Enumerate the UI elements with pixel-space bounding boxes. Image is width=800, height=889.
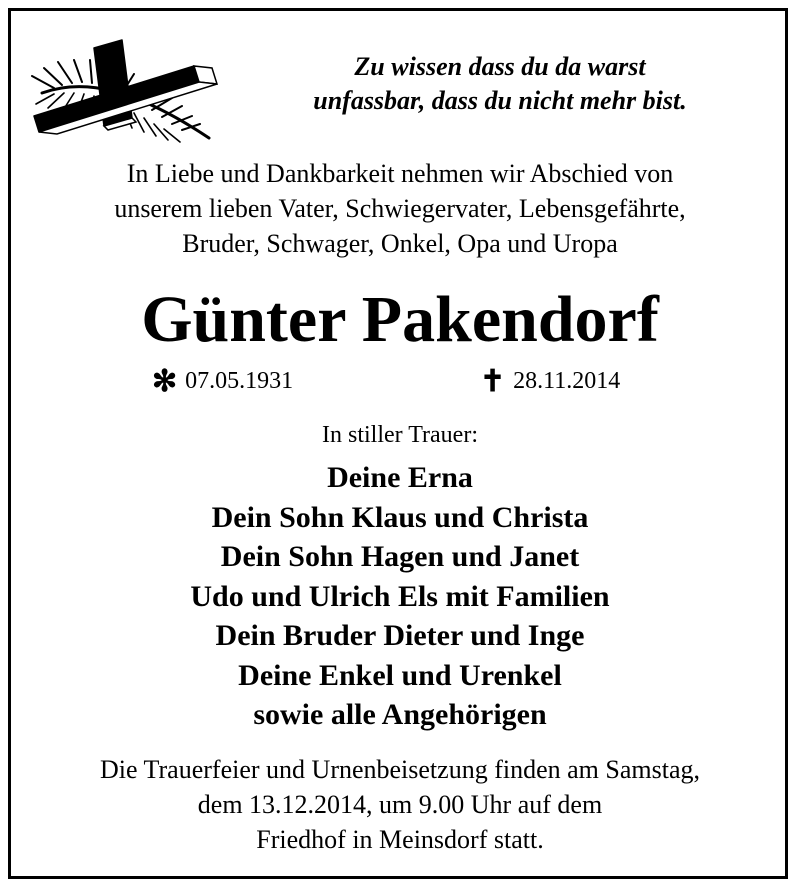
- intro-line-2: unserem lieben Vater, Schwiegervater, Lebensgefährte,: [114, 194, 686, 223]
- mourner-line: Deine Enkel und Urenkel: [238, 658, 562, 692]
- mourner-line: Dein Bruder Dieter und Inge: [215, 619, 585, 652]
- birth-date: [152, 364, 293, 399]
- death-date: [480, 364, 620, 399]
- birth-date-value: 07.05.1931: [185, 368, 294, 394]
- cross-with-palm-frond-icon: [24, 38, 224, 148]
- death-cross-icon: ✝: [480, 365, 506, 398]
- motto-line-2: unfassbar, dass du nicht mehr bist.: [313, 86, 687, 115]
- mourning-label: In stiller Trauer:: [322, 422, 478, 448]
- funeral-notice: [0, 752, 800, 857]
- motto-line-1: Zu wissen dass du da warst: [354, 52, 646, 81]
- mourners-list: [0, 458, 800, 735]
- funeral-notice-line-1: Die Trauerfeier und Urnenbeisetzung finden am Samstag,: [99, 755, 700, 784]
- death-date-value: 28.11.2014: [513, 368, 621, 394]
- mourner-line: sowie alle Angehörigen: [253, 698, 547, 731]
- birth-star-icon: ✻: [152, 365, 178, 398]
- intro-line-3: Bruder, Schwager, Onkel, Opa und Uropa: [182, 229, 618, 258]
- funeral-notice-line-3: Friedhof in Meinsdorf statt.: [256, 825, 544, 854]
- motto: [240, 50, 760, 118]
- intro-line-1: In Liebe und Dankbarkeit nehmen wir Abschied von: [126, 159, 674, 188]
- mourner-line: Deine Erna: [327, 461, 473, 494]
- life-dates: [0, 364, 800, 398]
- intro-text: [0, 156, 800, 261]
- funeral-notice-line-2: dem 13.12.2014, um 9.00 Uhr auf dem: [197, 790, 603, 819]
- deceased-name: Günter Pakendorf: [141, 283, 659, 356]
- mourner-line: Dein Sohn Klaus und Christa: [211, 500, 589, 534]
- mourner-line: Dein Sohn Hagen und Janet: [220, 540, 580, 573]
- mourner-line: Udo und Ulrich Els mit Familien: [190, 579, 610, 613]
